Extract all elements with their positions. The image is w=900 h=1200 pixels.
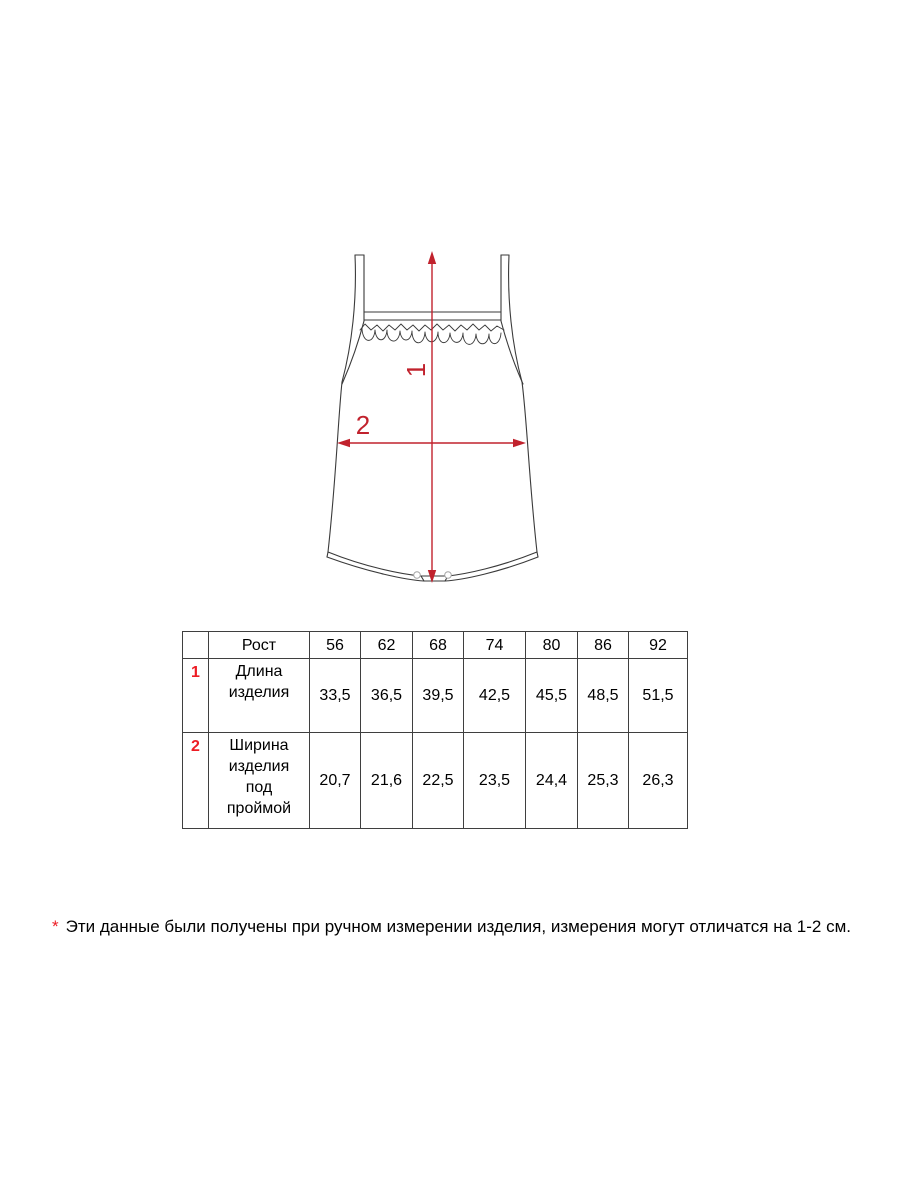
table-cell: 26,3 (629, 733, 688, 829)
footnote-asterisk: * (52, 917, 59, 936)
corner-cell (183, 632, 209, 659)
table-cell: 36,5 (361, 659, 413, 733)
size-header-68: 68 (413, 632, 464, 659)
size-header-62: 62 (361, 632, 413, 659)
table-row-length (183, 659, 688, 733)
row-label (209, 659, 310, 733)
table-cell: 51,5 (629, 659, 688, 733)
table-cell: 25,3 (578, 733, 629, 829)
row-label-line: изделия (228, 684, 290, 701)
row-label-line: Ширина (229, 737, 289, 754)
table-cell: 42,5 (464, 659, 526, 733)
garment-diagram (280, 240, 590, 600)
arrowhead-right-icon (513, 439, 526, 447)
size-header-80: 80 (526, 632, 578, 659)
height-header-cell: Рост (209, 632, 310, 659)
row-label-line: проймой (226, 800, 292, 817)
table-cell: 21,6 (361, 733, 413, 829)
size-header-86: 86 (578, 632, 629, 659)
table-cell: 33,5 (310, 659, 361, 733)
arrowhead-up-icon (428, 251, 436, 264)
footnote-text: Эти данные были получены при ручном измерении изделия, измерения могут отличатся на 1-2 см. (65, 917, 851, 936)
row-label-line: Длина (235, 663, 283, 680)
table-row-width (183, 733, 688, 829)
row-label-line: под (245, 779, 273, 796)
size-header-56: 56 (310, 632, 361, 659)
row-marker: 1 (183, 659, 209, 733)
table-cell: 39,5 (413, 659, 464, 733)
footnote (52, 916, 851, 938)
row-label (209, 733, 310, 829)
size-header-74: 74 (464, 632, 526, 659)
table-cell: 23,5 (464, 733, 526, 829)
table-cell: 48,5 (578, 659, 629, 733)
size-table (182, 631, 688, 829)
table-cell: 45,5 (526, 659, 578, 733)
row-label-line: изделия (228, 758, 290, 775)
width-marker-label: 2 (355, 410, 371, 440)
table-cell: 20,7 (310, 733, 361, 829)
arrowhead-left-icon (337, 439, 350, 447)
table-cell: 24,4 (526, 733, 578, 829)
size-header-92: 92 (629, 632, 688, 659)
length-marker-label: 1 (401, 362, 431, 378)
table-header-row (183, 632, 688, 659)
table-cell: 22,5 (413, 733, 464, 829)
row-marker: 2 (183, 733, 209, 829)
